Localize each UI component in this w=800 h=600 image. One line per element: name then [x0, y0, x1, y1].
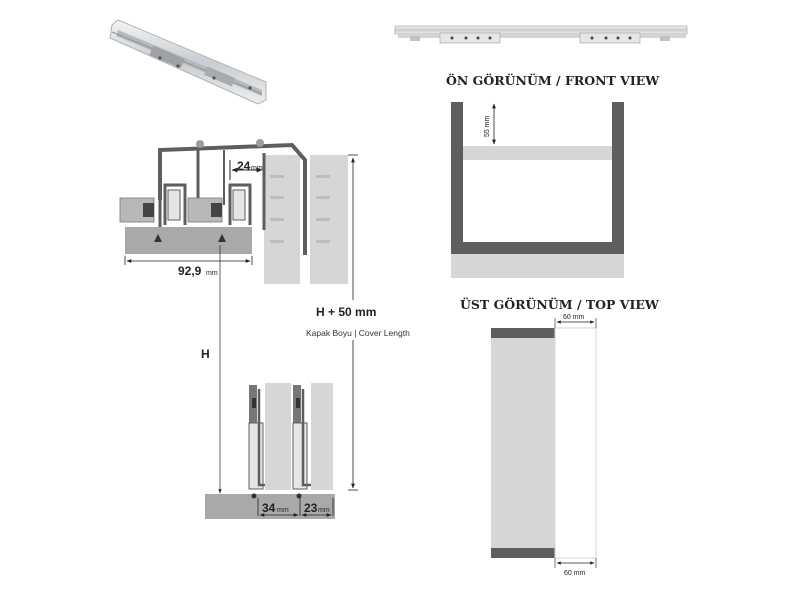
- front-view-door-band: [463, 146, 612, 160]
- rail-width-value: 92,9: [178, 264, 202, 278]
- front-view-base: [451, 254, 624, 278]
- height-symbol: H: [201, 347, 210, 361]
- side-section-top-mechanism: [120, 139, 348, 284]
- top-view-title: ÜST GÖRÜNÜM / TOP VIEW: [460, 297, 659, 312]
- rail-photo-horizontal: [395, 26, 687, 43]
- top-view-width-top: 60 mm: [563, 314, 585, 321]
- bottom-left-dimension-value: 34: [262, 501, 276, 515]
- side-section-bottom-guide: [205, 383, 335, 519]
- cover-length-label: Kapak Boyu | Cover Length: [306, 328, 410, 338]
- base-plate: [125, 227, 252, 254]
- gap-dimension-value: 24: [237, 159, 251, 173]
- bottom-right-dimension-unit: mm: [318, 507, 330, 514]
- door-panel-outer-bottom: [311, 383, 333, 490]
- top-view-drawing: [491, 318, 596, 568]
- front-view-title: ÖN GÖRÜNÜM / FRONT VIEW: [446, 73, 660, 88]
- front-clearance-dimension: 55 mm: [484, 115, 491, 137]
- top-view-width-bottom: 60 mm: [564, 570, 586, 577]
- bottom-right-dimension-value: 23: [304, 501, 318, 515]
- gap-dimension-unit: mm: [251, 165, 263, 172]
- door-panel-inner-bottom: [265, 383, 291, 490]
- cover-length-formula: H + 50 mm: [316, 305, 377, 319]
- rail-photo-diagonal: [110, 20, 266, 104]
- front-view-drawing: [451, 102, 624, 278]
- bottom-left-dimension-unit: mm: [277, 507, 289, 514]
- rail-width-unit: mm: [206, 270, 218, 277]
